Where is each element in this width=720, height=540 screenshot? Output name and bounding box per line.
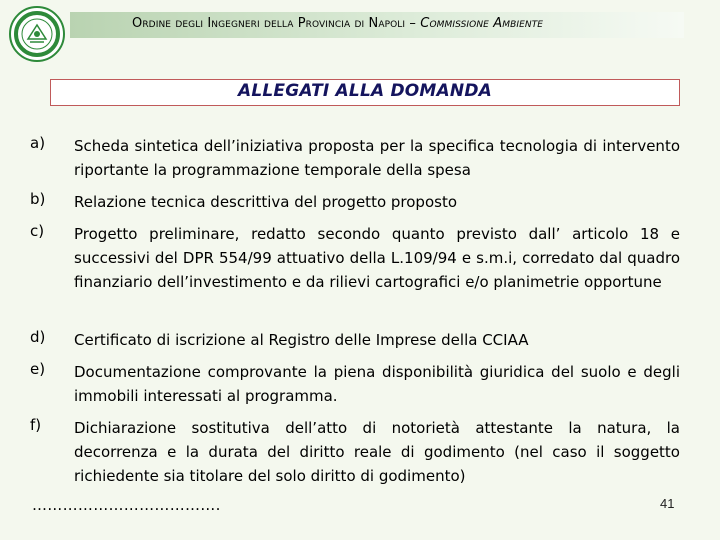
section-title: ALLEGATI ALLA DOMANDA	[238, 81, 492, 101]
seal-logo-icon	[8, 5, 66, 63]
header-separator: –	[405, 16, 421, 31]
item-text-b: Relazione tecnica descrittiva del progetto proposto	[74, 193, 457, 211]
item-label-e: e)	[30, 360, 46, 378]
page-number: 41	[660, 496, 675, 511]
item-text-e: Documentazione comprovante la piena disponibilità giuridica del suolo e degli immobili interessati al programma.	[74, 363, 680, 405]
item-text-d: Certificato di iscrizione al Registro delle Imprese della CCIAA	[74, 331, 529, 349]
item-text-a: Scheda sintetica dell’iniziativa proposta per la specifica tecnologia di intervento riportante la programmazione temporale della spesa	[74, 137, 680, 179]
item-label-c: c)	[30, 222, 45, 240]
header-subtitle: Commissione Ambiente	[420, 16, 544, 31]
item-label-d: d)	[30, 328, 46, 346]
item-text-f: Dichiarazione sostitutiva dell’atto di notorietà attestante la natura, la decorrenza e la durata del diritto reale di godimento (nel caso il soggetto richiedente sia titolare del solo diritto di godimento)	[74, 419, 680, 485]
item-label-f: f)	[30, 416, 42, 434]
item-label-b: b)	[30, 190, 46, 208]
header-title	[132, 16, 543, 31]
header-org: Ordine degli Ingegneri della Provincia di Napoli	[132, 16, 406, 31]
ellipsis-line: ……………………………….	[32, 496, 221, 514]
item-text-c: Progetto preliminare, redatto secondo quanto previsto dall’ articolo 18 e successivi del DPR 554/99 attuativo della L.109/94 e s.m.i, corredato dal quadro finanziario dell’investimento e da rilievi cartografici e/o planimetrie opportune	[74, 225, 680, 291]
section-title-box	[50, 79, 680, 106]
item-label-a: a)	[30, 134, 46, 152]
